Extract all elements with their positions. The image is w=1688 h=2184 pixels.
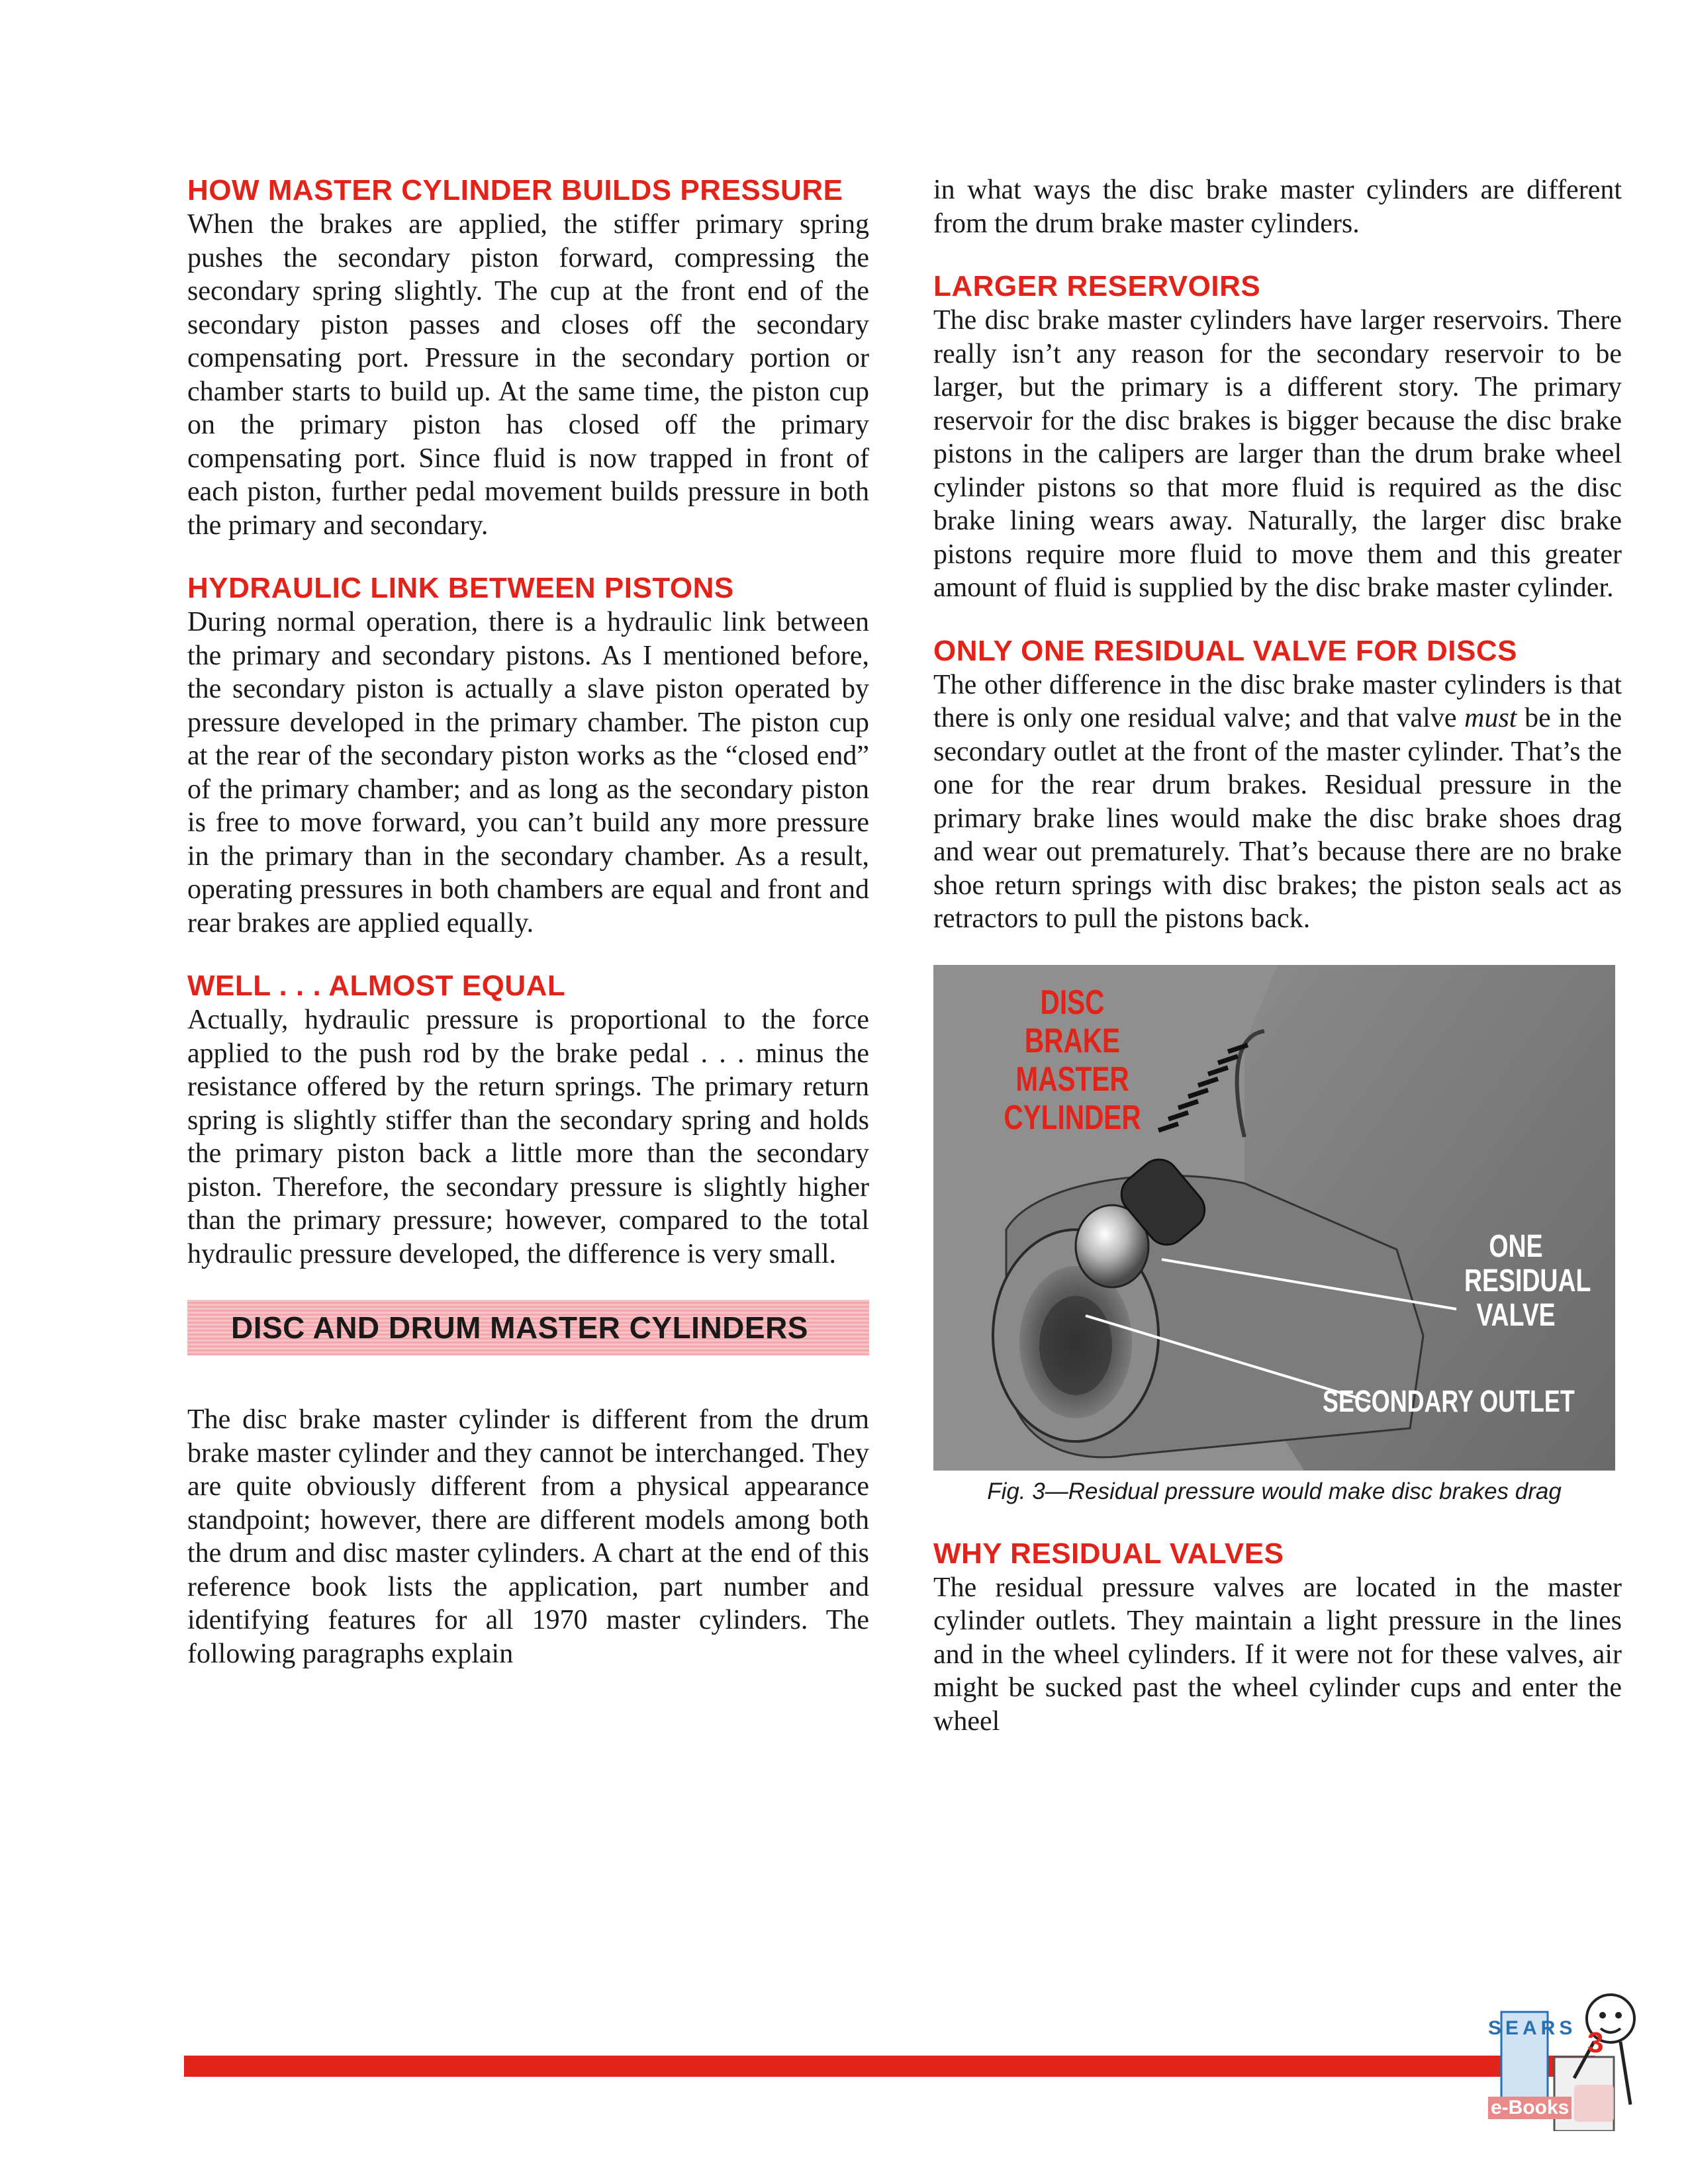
figure-caption: Fig. 3—Residual pressure would make disc brakes drag <box>987 1478 1562 1504</box>
paragraph-larger-reservoirs: The disc brake master cylinders have larger reservoirs. There really isn’t any reason for the secondary reservoir to be larger, but the primary is a different story. The primary reservoir for the disc brakes is bigger because the disc brake pistons in the calipers are larger than the drum brake wheel cylinder pistons so that more fluid is required as the disc brake lining wears away. Naturally, the larger disc brake pistons require more fluid to move them and this greater amount of fluid is supplied by the disc brake master cylinder. <box>933 305 1622 603</box>
paragraph-one-residual-valve <box>933 668 1622 936</box>
emphasis-must: must <box>1464 703 1517 733</box>
callout-secondary-outlet: SECONDARY OUTLET <box>1323 1383 1575 1418</box>
figure-title-line: MASTER <box>1015 1060 1129 1099</box>
figure-title-label <box>995 983 1150 1137</box>
section-heading-hydraulic-link: HYDRAULIC LINK BETWEEN PISTONS <box>187 572 734 604</box>
figure-title-line: CYLINDER <box>1004 1098 1141 1137</box>
section-heading-almost-equal: WELL . . . ALMOST EQUAL <box>187 970 566 1002</box>
figure-title-line: DISC BRAKE <box>1024 983 1121 1060</box>
callout-line: ONE <box>1489 1228 1543 1264</box>
paragraph-almost-equal: Actually, hydraulic pressure is proportional to the force applied to the push rod by the brake pedal . . . minus the resistance offered by the return springs. The primary return spring is slightly stiffer than the secondary spring and holds the primary piston back a little more than the secondary piston. Therefore, the secondary pressure is slightly higher than the primary pressure; however, compared to the total hydraulic pressure developed, the difference is very small. <box>187 1005 869 1269</box>
logo-text-bottom: e-Books <box>1488 2097 1571 2119</box>
figure-disc-brake-master-cylinder <box>933 965 1615 1471</box>
footer-rule <box>184 2056 1595 2077</box>
page-number: 3 <box>1587 2026 1604 2059</box>
logo-text-top: SEARS <box>1488 2017 1577 2039</box>
section-heading-larger-reservoirs: LARGER RESERVOIRS <box>933 270 1261 302</box>
paragraph-continued: in what ways the disc brake master cylinders are different from the drum brake master cylinders. <box>933 175 1622 239</box>
right-column <box>933 173 1622 1767</box>
paragraph-disc-and-drum: The disc brake master cylinder is different from the drum brake master cylinder and they cannot be interchanged. They are quite obviously different from a physical appearance standpoint; however, there are different models among both the drum and disc master cylinders. A chart at the end of this reference book lists the application, part number and identifying features for all 1970 master cylinders. The following paragraphs explain <box>187 1404 869 1669</box>
page-number-badge <box>1488 1979 1642 2131</box>
text-run: be in the secondary outlet at the front of the master cylinder. That’s the one for the rear drum brakes. Residual pressure in the primary brake lines would make the disc brake shoes drag and wear out prematurely. That’s because there are no brake shoe return springs with disc brakes; the piston seals act as retractors to pull the pistons back. <box>933 703 1622 934</box>
callout-line: VALVE <box>1476 1297 1556 1333</box>
callout-line: RESIDUAL <box>1464 1263 1591 1298</box>
section-heading-why-residual-valves: WHY RESIDUAL VALVES <box>933 1537 1284 1570</box>
banner-title: DISC AND DRUM MASTER CYLINDERS <box>231 1310 808 1345</box>
left-column <box>187 173 869 1700</box>
callout-residual-valve <box>1464 1228 1591 1333</box>
paragraph-hydraulic-link: During normal operation, there is a hydraulic link between the primary and secondary pistons. As I mentioned before, the secondary piston is actually a slave piston operated by pressure developed in the primary chamber. The piston cup at the rear of the secondary piston works as the “closed end” of the primary chamber; and as long as the secondary piston is free to move forward, you can’t build any more pressure in the primary than in the secondary chamber. As a result, operating pressures in both chambers are equal and front and rear brakes are applied equally. <box>187 607 869 938</box>
text-run: The other difference in the disc brake master cylinders is that there is only one residual valve; and that valve <box>933 669 1622 733</box>
paragraph-why-residual-valves: The residual pressure valves are located in the master cylinder outlets. They maintain a light pressure in the lines and in the wheel cylinders. If it were not for these valves, air might be sucked past the wheel cylinder cups and enter the wheel <box>933 1572 1622 1737</box>
section-heading-builds-pressure: HOW MASTER CYLINDER BUILDS PRESSURE <box>187 174 843 206</box>
section-heading-one-residual-valve: ONLY ONE RESIDUAL VALVE FOR DISCS <box>933 634 1517 667</box>
paragraph-builds-pressure: When the brakes are applied, the stiffer primary spring pushes the secondary piston forward, compressing the secondary spring slightly. The cup at the front end of the secondary piston passes and closes off the secondary compensating port. Pressure in the secondary portion or chamber starts to build up. At the same time, the piston cup on the primary piston has closed off the primary compensating port. Since fluid is now trapped in front of each piston, further pedal movement builds pressure in both the primary and secondary. <box>187 209 869 541</box>
section-banner <box>187 1300 869 1355</box>
